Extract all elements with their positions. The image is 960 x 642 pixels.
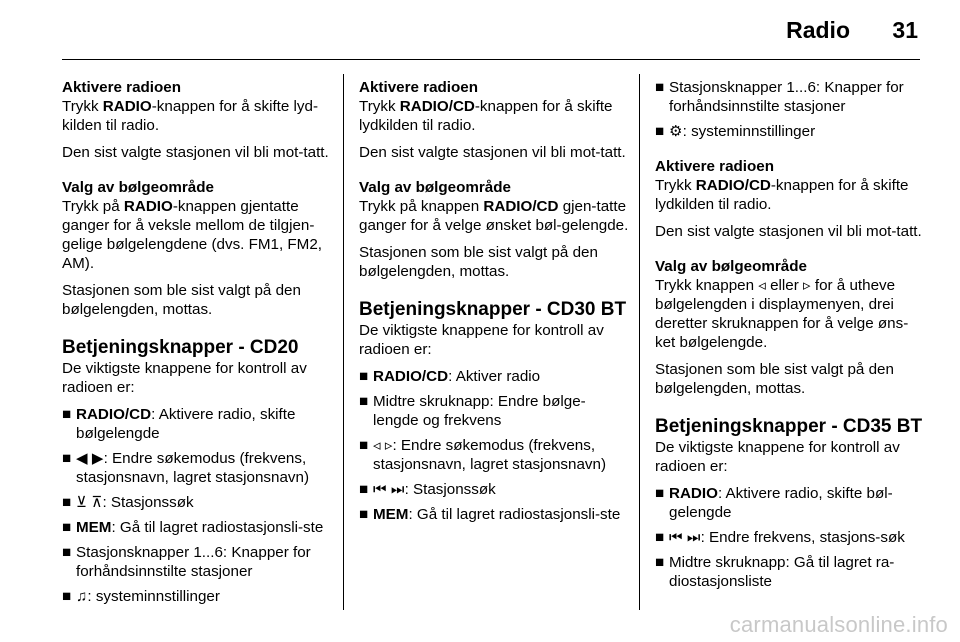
- column-1: [62, 78, 332, 612]
- controls-intro: De viktigste knappene for kontroll av radioen er:: [359, 322, 604, 358]
- list-item: ■ RADIO/CD: Aktiver radio: [359, 368, 541, 385]
- key-label: RADIO/CD: [695, 177, 771, 194]
- bullet-icon: ■: [62, 519, 72, 536]
- page-title: Radio: [786, 17, 850, 43]
- controls-intro: De viktigste knappene for kontroll av radioen er:: [655, 439, 900, 475]
- heading-controls-cd20: Betjeningsknapper - CD20: [62, 337, 299, 358]
- controls-intro: De viktigste knappene for kontroll av radioen er:: [62, 360, 307, 396]
- bullet-icon: ■: [62, 494, 72, 511]
- activate-instruction: Trykk RADIO-knappen for å skifte lyd-kilden til radio.: [62, 98, 319, 134]
- controls-list-continued: [655, 78, 927, 141]
- music-note-icon: ♫: [76, 588, 88, 605]
- last-station-note: Den sist valgte stasjonen vil bli mot-tatt.: [62, 144, 329, 161]
- heading-activate-radio: Aktivere radioen: [359, 79, 479, 96]
- bullet-icon: ■: [359, 506, 369, 523]
- key-label: RADIO/CD: [399, 98, 475, 115]
- list-item: ■ Midtre skruknapp: Endre bølge-lengde og frekvens: [359, 393, 586, 429]
- last-station-note: Den sist valgte stasjonen vil bli mot-tatt.: [655, 223, 922, 240]
- band-instruction: Trykk på RADIO-knappen gjentatte ganger for å veksle mellom de tilgjen-gelige bølgelengdene (dvs. FM1, FM2, AM).: [62, 198, 323, 272]
- band-result: Stasjonen som ble sist valgt på den bølgelengden, mottas.: [62, 282, 301, 318]
- list-item: ■ ◃ ▹: Endre søkemodus (frekvens, stasjonsnavn, lagret stasjonsnavn): [359, 437, 607, 473]
- arrow-left-right-icon: ◀ ▶: [76, 450, 104, 467]
- bullet-icon: ■: [62, 588, 72, 605]
- list-item: ■ ⚙: systeminnstillinger: [655, 123, 816, 140]
- heading-band-select: Valg av bølgeområde: [655, 258, 807, 275]
- heading-band-select: Valg av bølgeområde: [359, 179, 511, 196]
- bullet-icon: ■: [655, 554, 665, 571]
- heading-band-select: Valg av bølgeområde: [62, 179, 214, 196]
- column-divider-1: [343, 74, 344, 610]
- heading-controls-cd35: Betjeningsknapper - CD35 BT: [655, 416, 923, 437]
- band-result: Stasjonen som ble sist valgt på den bølgelengden, mottas.: [655, 361, 894, 397]
- bullet-icon: ■: [655, 485, 665, 502]
- list-item: ■ Midtre skruknapp: Gå til lagret ra-diostasjonsliste: [655, 554, 895, 590]
- list-item: ■ MEM: Gå til lagret radiostasjonsli-ste: [62, 519, 324, 536]
- column-divider-2: [639, 74, 640, 610]
- key-label: RADIO/CD: [483, 198, 559, 215]
- heading-controls-cd30: Betjeningsknapper - CD30 BT: [359, 299, 627, 320]
- bullet-icon: ■: [359, 368, 369, 385]
- bullet-icon: ■: [655, 123, 665, 140]
- activate-instruction: Trykk RADIO/CD-knappen for å skifte lydkilden til radio.: [359, 98, 613, 134]
- list-item: ■ ⏮ ⏭: Stasjonssøk: [359, 481, 496, 498]
- list-item: ■ RADIO/CD: Aktivere radio, skifte bølgelengde: [62, 406, 296, 442]
- seek-down-up-icon: ⊻ ⊼: [76, 494, 103, 511]
- bullet-icon: ■: [62, 450, 72, 467]
- column-3: [655, 78, 927, 597]
- heading-activate-radio: Aktivere radioen: [62, 79, 182, 96]
- list-item: ■ ⏮ ⏭: Endre frekvens, stasjons-søk: [655, 529, 905, 546]
- controls-list: [655, 484, 927, 591]
- list-item: ■ ⊻ ⊼: Stasjonssøk: [62, 494, 194, 511]
- bullet-icon: ■: [62, 544, 72, 561]
- key-label: RADIO: [102, 98, 152, 115]
- controls-list: [62, 405, 332, 606]
- list-item: ■ Stasjonsknapper 1...6: Knapper for forhåndsinnstilte stasjoner: [62, 544, 311, 580]
- list-item: ■ RADIO: Aktivere radio, skifte bøl-gelengde: [655, 485, 893, 521]
- key-label: RADIO: [123, 198, 173, 215]
- seek-prev-next-icon: ⏮ ⏭: [669, 529, 701, 546]
- bullet-icon: ■: [359, 393, 369, 410]
- band-result: Stasjonen som ble sist valgt på den bølgelengden, mottas.: [359, 244, 598, 280]
- bullet-icon: ■: [655, 529, 665, 546]
- list-item: ■ Stasjonsknapper 1...6: Knapper for forhåndsinnstilte stasjoner: [655, 79, 904, 115]
- page-header: [0, 0, 960, 62]
- list-item: ■ ◀ ▶: Endre søkemodus (frekvens, stasjonsnavn, lagret stasjonsnavn): [62, 450, 310, 486]
- bullet-icon: ■: [359, 481, 369, 498]
- activate-instruction: Trykk RADIO/CD-knappen for å skifte lydkilden til radio.: [655, 177, 909, 213]
- heading-activate-radio: Aktivere radioen: [655, 158, 775, 175]
- last-station-note: Den sist valgte stasjonen vil bli mot-tatt.: [359, 144, 626, 161]
- bullet-icon: ■: [655, 79, 665, 96]
- arrow-left-right-icon: ◃ ▹: [373, 437, 393, 454]
- column-2: [359, 78, 629, 530]
- controls-list: [359, 367, 629, 524]
- watermark: carmanualsonline.info: [729, 612, 948, 637]
- list-item: ■ ♫: systeminnstillinger: [62, 588, 220, 605]
- band-instruction: Trykk knappen ◃ eller ▹ for å utheve bølgelengden i displaymenyen, drei deretter skruknappen for å velge øns-ket bølgelengde.: [655, 277, 909, 351]
- settings-icon: ⚙: [669, 123, 683, 140]
- band-instruction: Trykk på knappen RADIO/CD gjen-tatte ganger for å velge ønsket bøl-gelengde.: [359, 198, 629, 234]
- bullet-icon: ■: [62, 406, 72, 423]
- list-item: ■ MEM: Gå til lagret radiostasjonsli-ste: [359, 506, 621, 523]
- seek-prev-next-icon: ⏮ ⏭: [373, 481, 405, 498]
- header-rule: [62, 59, 920, 60]
- page-number: 31: [892, 17, 918, 43]
- bullet-icon: ■: [359, 437, 369, 454]
